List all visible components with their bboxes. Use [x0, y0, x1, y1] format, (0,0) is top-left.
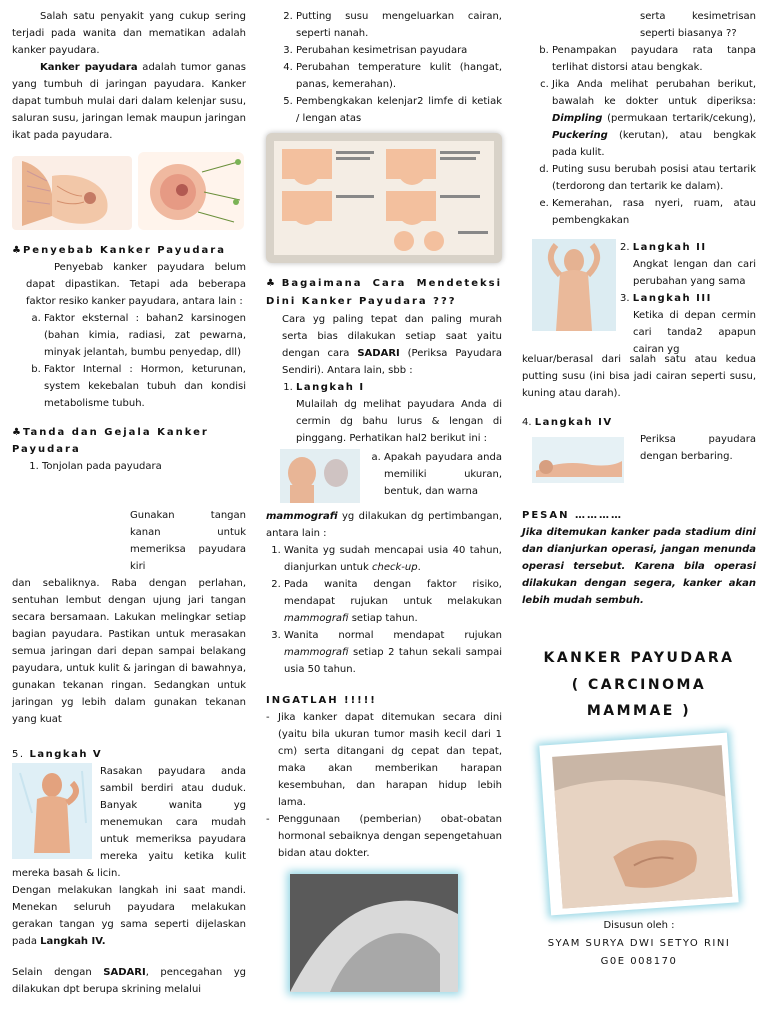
pesan-text: Jika ditemukan kanker pada stadium dini dan dianjurkan operasi, jangan menunda operasi tersebut. Karena bila operasi dilakukan dengan segera, kanker akan lebih mudah sembuh.: [522, 527, 756, 606]
penyebab-heading: ♣ Penyebab Kanker Payudara: [12, 242, 246, 259]
ingatlah-heading: INGATLAH !!!!!: [266, 695, 377, 706]
mammografi-list: [266, 542, 502, 678]
pesan-section: [522, 507, 756, 609]
list-item: b. Penampakan payudara rata tanpa terlihat distorsi atau bengkak.: [552, 42, 756, 76]
factor-list: [12, 310, 246, 412]
list-item: a. Faktor eksternal : bahan2 karsinogen (bahan kimia, radiasi, zat pewarna, minyak jelantah, bumbu penyedap, dll): [44, 310, 246, 361]
woman-photo: [290, 874, 458, 992]
mammografi-paragraph: mammografi yg dilakukan dg pertimbangan, antara lain :: [266, 511, 502, 539]
langkah3-rest: keluar/berasal dari salah satu atau kedua putting susu (ini bisa jadi cairan seperti susu, kuning atau darah).: [522, 354, 756, 399]
column-middle: [266, 8, 502, 992]
breast-changes-panel: [266, 133, 502, 263]
langkah4-text: Periksa payudara dengan berbaring.: [640, 434, 756, 462]
continued-text: serta kesimetrisan seperti biasanya ??: [640, 11, 756, 39]
disusun-label: Disusun oleh :: [603, 919, 675, 931]
palpate-paragraph: dan sebaliknya. Raba dengan perlahan, sentuhan lembut dengan ujung jari tangan secara bersamaan. Lakukan melingkar setiap bagian payudara. Pastikan untuk merasakan semua jaringan dari depan sampai belakang payudara, untuk kulit & jaringan di bawahnya, gunakan tekanan ringan. Sedangkan untuk jaringan yg lebih dalam gunakan tekanan yang kuat: [12, 578, 246, 725]
list-item: - Penggunaan (pemberian) obat-obatan hormonal sebaiknya dengan sepengetahuan bidan atau dokter.: [278, 811, 502, 862]
cara-paragraph: Cara yg paling tepat dan paling murah serta bias dilakukan setiap saat yaitu dengan cara SADARI (Periksa Payudara Sendiri). Antara lain, sbb :: [282, 314, 502, 376]
langkah2-3-section: 2. Langkah II Angkat lengan dan cari perubahan yang sama 3. Langkah III Ketika di depan cermin cari tanda2 apapun cairan yg: [522, 239, 756, 351]
langkah2-text: Angkat lengan dan cari perubahan yang sama: [633, 259, 756, 287]
langkah4-section: 4. Langkah IV Periksa payudara dengan berbaring.: [522, 414, 756, 485]
mirror-exam-image: [280, 449, 360, 503]
list-item: 3. Wanita normal mendapat rujukan mammografi setiap 2 tahun sekali sampai usia 50 tahun.: [284, 627, 502, 678]
breast-changes-illustration: [274, 141, 494, 255]
palpate-instruction: Gunakan tangan kanan untuk memeriksa payudara kiri: [130, 510, 246, 572]
list-item: 2. Pada wanita dengan faktor risiko, mendapat rujukan untuk melakukan mammografi setiap tahun.: [284, 576, 502, 627]
shower-self-exam-image: [12, 763, 92, 859]
pesan-heading: PESAN …………: [522, 510, 623, 521]
langkah5-rest: Dengan melakukan langkah ini saat mandi. Menekan seluruh payudara melakukan gerakan tangan yg sama seperti dijelaskan pada Langkah IV.: [12, 885, 246, 947]
ingatlah-list: [266, 709, 502, 862]
list-item: - Jika kanker dapat ditemukan secara dini (yaitu bila ukuran tumor masih kecil dari 1 cm) serta ditangani dg cepat dan tepat, maka akan memberikan harapan kesembuhan, dan harapan hidup lebih lama.: [278, 709, 502, 811]
observation-list: [522, 42, 756, 229]
intro-paragraph: Salah satu penyakit yang cukup sering terjadi pada wanita dan mematikan adalah kanker payudara.: [12, 11, 246, 56]
langkah2-heading: Langkah II: [632, 242, 707, 253]
cover-photo: [539, 732, 738, 915]
tanda-list: [12, 458, 246, 475]
column-right: [522, 8, 756, 971]
list-item: 1. Tonjolan pada payudara: [42, 458, 246, 475]
list-item: 1. Wanita yg sudah mencapai usia 40 tahun, dianjurkan untuk check-up.: [284, 542, 502, 576]
langkah1-list: [266, 379, 502, 447]
tumor-illustration: [138, 152, 244, 230]
breast-anatomy-illustration: [12, 156, 132, 230]
selain-paragraph: Selain dengan SADARI, pencegahan yg dilakukan dpt berupa skrining melalui: [12, 967, 246, 995]
langkah1-heading: Langkah I: [296, 382, 365, 393]
anatomy-illustrations: [12, 152, 246, 232]
langkah3-text: Ketika di depan cermin cari tanda2 apapun cairan yg: [633, 310, 756, 355]
langkah5-text: Rasakan payudara anda sambil berdiri atau duduk. Banyak wanita yg menemukan cara mudah untuk memeriksa payudara mereka yaitu ketika kulit mereka basah & licin.: [12, 766, 246, 879]
brochure-title: KANKER PAYUDARA ( CARCINOMA MAMMAE ): [543, 650, 735, 720]
list-item: a. Apakah payudara anda memiliki ukuran, bentuk, dan warna: [384, 449, 502, 500]
langkah4-heading: Langkah IV: [534, 417, 613, 428]
student-id: G0E 008170: [600, 955, 678, 967]
list-item: b. Faktor Internal : Hormon, keturunan, system kekebalan tubuh dan kondisi metabolisme tubuh.: [44, 361, 246, 412]
column-left: [12, 8, 246, 998]
langkah5-section: 5. Langkah V Rasakan payudara anda sambil berdiri atau duduk. Banyak wanita yg menemukan cara mudah untuk memeriksa payudara mereka yaitu ketika kulit mereka basah & licin. Dengan melakukan langkah ini saat mandi. Menekan seluruh payudara melakukan gerakan tangan yg sama seperti dijelaskan pada Langkah IV. Selain dengan SADARI, pencegahan yg dilakukan dpt berupa skrining melalui: [12, 746, 246, 998]
langkah5-heading: Langkah V: [29, 749, 103, 760]
list-item: 4. Perubahan temperature kulit (hangat, panas, kemerahan).: [296, 59, 502, 93]
tanda-heading: ♣ Tanda dan Gejala Kanker Payudara: [12, 424, 246, 458]
definition-paragraph: Kanker payudara adalah tumor ganas yang tumbuh di jaringan payudara. Kanker dapat tumbuh mulai dari dalam kelenjar susu, saluran susu, jaringan lemak maupun jaringan ikat pada payudara.: [12, 62, 247, 141]
raise-arm-image: [532, 239, 616, 331]
lying-exam-image: [532, 437, 624, 483]
list-item: 5. Pembengkakan kelenjar2 limfe di ketiak / lengan atas: [296, 93, 502, 127]
cara-heading: ♣ Bagaimana Cara Mendeteksi Dini Kanker Payudara ???: [266, 275, 502, 311]
list-item: e. Kemerahan, rasa nyeri, ruam, atau pembengkakan: [552, 195, 756, 229]
author-block: [522, 917, 756, 971]
langkah1-text: Mulailah dg melihat payudara Anda di cermin dg bahu lurus & lengan di pinggang. Perhatikan hal2 berikut ini :: [296, 399, 502, 444]
list-item: 3. Perubahan kesimetrisan payudara: [296, 42, 502, 59]
langkah1-sub: [266, 449, 502, 500]
list-item: d. Puting susu berubah posisi atau tertarik (terdorong dan tertarik ke dalam).: [552, 161, 756, 195]
list-item: 2. Putting susu mengeluarkan cairan, seperti nanah.: [296, 8, 502, 42]
symptom-list: [266, 8, 502, 127]
author-name: SYAM SURYA DWI SETYO RINI: [547, 937, 731, 949]
penyebab-text: Penyebab kanker payudara belum dapat dipastikan. Tetapi ada beberapa faktor resiko kanker payudara, antara lain :: [26, 262, 246, 307]
list-item: c. Jika Anda melihat perubahan berikut, bawalah ke dokter untuk diperiksa: Dimpling (permukaan tertarik/cekung), Puckering (kerutan), atau bengkak pada kulit.: [552, 76, 756, 161]
langkah3-heading: Langkah III: [632, 293, 712, 304]
